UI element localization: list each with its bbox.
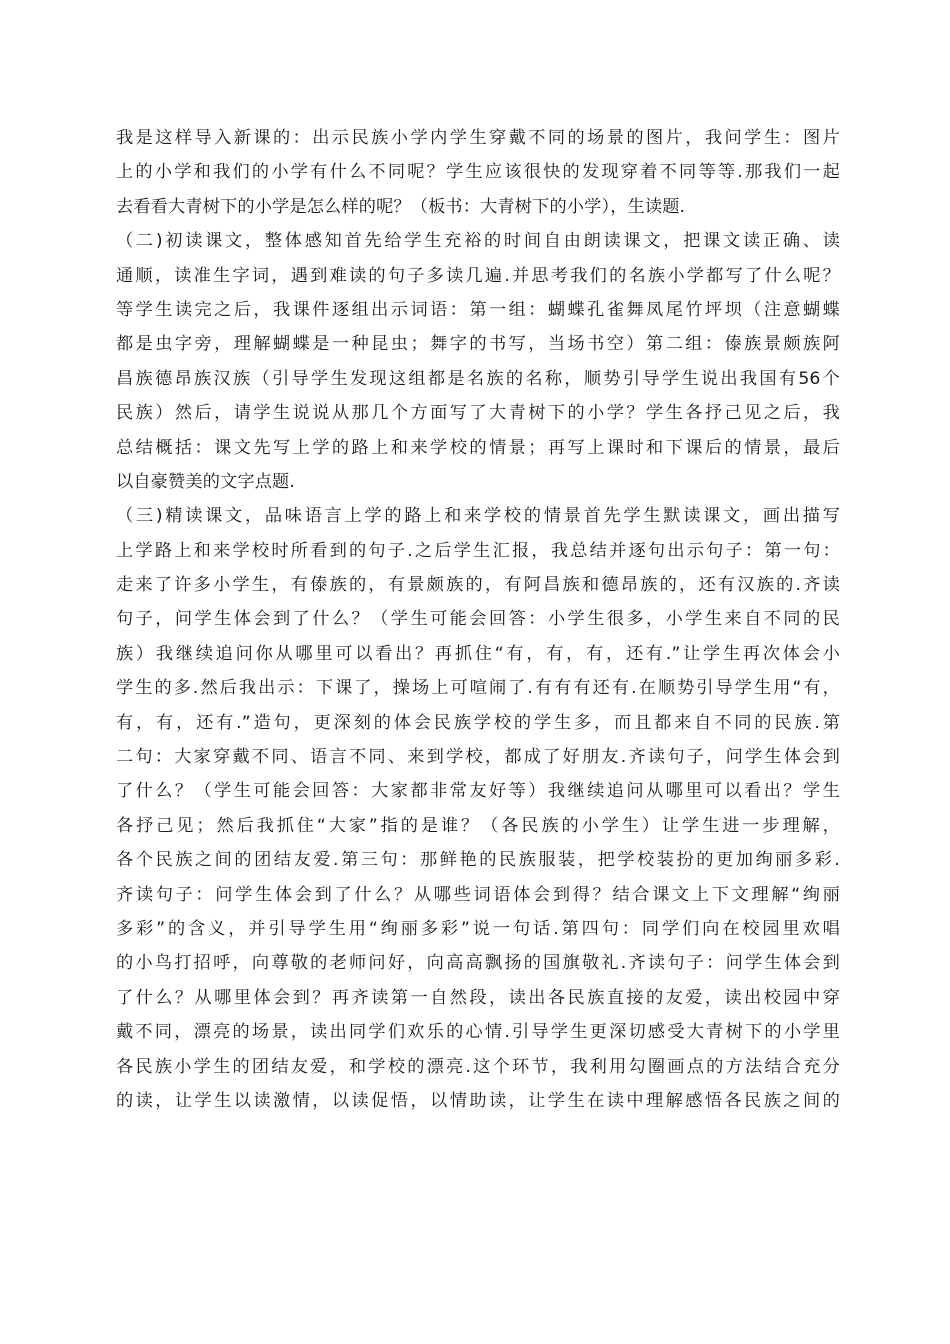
text-line: 上学路上和来学校时所看到的句子.之后学生汇报，我总结并逐句出示句子：第一句： — [116, 540, 840, 561]
paragraph-heading-line: （三)精读课文，品味语言上学的路上和来学校的情景首先学生默读课文，画出描写 — [116, 506, 840, 527]
text-line: 齐读句子：问学生体会到了什么？从哪些词语体会到得？结合课文上下文理解“绚丽 — [116, 884, 840, 905]
text-line: 的读，让学生以读激情，以读促悟，以情助读，让学生在读中理解感悟各民族之间的 — [116, 1090, 840, 1111]
text-line: 都是虫字旁，理解蝴蝶是一种昆虫；舞字的书写，当场书空）第二组：傣族景颇族阿 — [116, 334, 840, 355]
text-line: 句子，问学生体会到了什么？（学生可能会回答：小学生很多，小学生来自不同的民 — [116, 609, 840, 630]
text-line: 上的小学和我们的小学有什么不同呢？学生应该很快的发现穿着不同等等.那我们一起 — [116, 162, 840, 183]
text-line: 各抒己见；然后我抓住“大家”指的是谁？（各民族的小学生）让学生进一步理解， — [116, 815, 840, 836]
text-line: 等学生读完之后，我课件逐组出示词语：第一组：蝴蝶孔雀舞凤尾竹坪坝（注意蝴蝶 — [116, 299, 840, 320]
text-line: 各个民族之间的团结友爱.第三句：那鲜艳的民族服装，把学校装扮的更加绚丽多彩. — [116, 850, 840, 871]
text-line: 了什么？从哪里体会到？再齐读第一自然段，读出各民族直接的友爱，读出校园中穿 — [116, 987, 840, 1008]
text-line: 昌族德昂族汉族（引导学生发现这组都是名族的名称，顺势引导学生说出我国有56个 — [116, 368, 840, 389]
text-line: 我是这样导入新课的：出示民族小学内学生穿戴不同的场景的图片，我问学生：图片 — [116, 128, 840, 148]
text-line: 各民族小学生的团结友爱，和学校的漂亮.这个环节，我利用勾圈画点的方法结合充分 — [116, 1056, 840, 1077]
text-line: 多彩”的含义，并引导学生用“绚丽多彩”说一句话.第四句：同学们向在校园里欢唱 — [116, 918, 840, 939]
text-line: 去看看大青树下的小学是怎么样的呢？（板书：大青树下的小学），生读题. — [116, 196, 686, 217]
text-line: 的小鸟打招呼，向尊敬的老师问好，向高高飘扬的国旗敬礼.齐读句子：问学生体会到 — [116, 953, 840, 974]
text-line: 族）我继续追问你从哪里可以看出？再抓住“有，有，有，还有.”让学生再次体会小 — [116, 643, 840, 664]
text-line: 通顺，读准生字词，遇到难读的句子多读几遍.并思考我们的名族小学都写了什么呢？ — [116, 265, 840, 286]
text-line: 二句：大家穿戴不同、语言不同、来到学校，都成了好朋友.齐读句子，问学生体会到 — [116, 747, 840, 768]
text-line: 民族）然后，请学生说说从那几个方面写了大青树下的小学？学生各抒己见之后，我 — [116, 403, 840, 424]
text-line: 总结概括：课文先写上学的路上和来学校的情景；再写上课时和下课后的情景，最后 — [116, 437, 840, 458]
body-text — [116, 121, 840, 1118]
paragraph-heading-line: （二)初读课文，整体感知首先给学生充裕的时间自由朗读课文，把课文读正确、读 — [116, 231, 840, 252]
text-line: 有，有，还有.”造句，更深刻的体会民族学校的学生多，而且都来自不同的民族.第 — [116, 712, 840, 733]
text-line: 了什么？（学生可能会回答：大家都非常友好等）我继续追问从哪里可以看出？学生 — [116, 781, 840, 802]
text-line: 学生的多.然后我出示：下课了，操场上可喧闹了.有有有还有.在顺势引导学生用“有， — [116, 678, 840, 699]
text-line: 戴不同，漂亮的场景，读出同学们欢乐的心情.引导学生更深切感受大青树下的小学里 — [116, 1022, 840, 1043]
text-line: 以自豪赞美的文字点题. — [116, 471, 295, 492]
text-line: 走来了许多小学生，有傣族的，有景颇族的，有阿昌族和德昂族的，还有汉族的.齐读 — [116, 575, 840, 596]
